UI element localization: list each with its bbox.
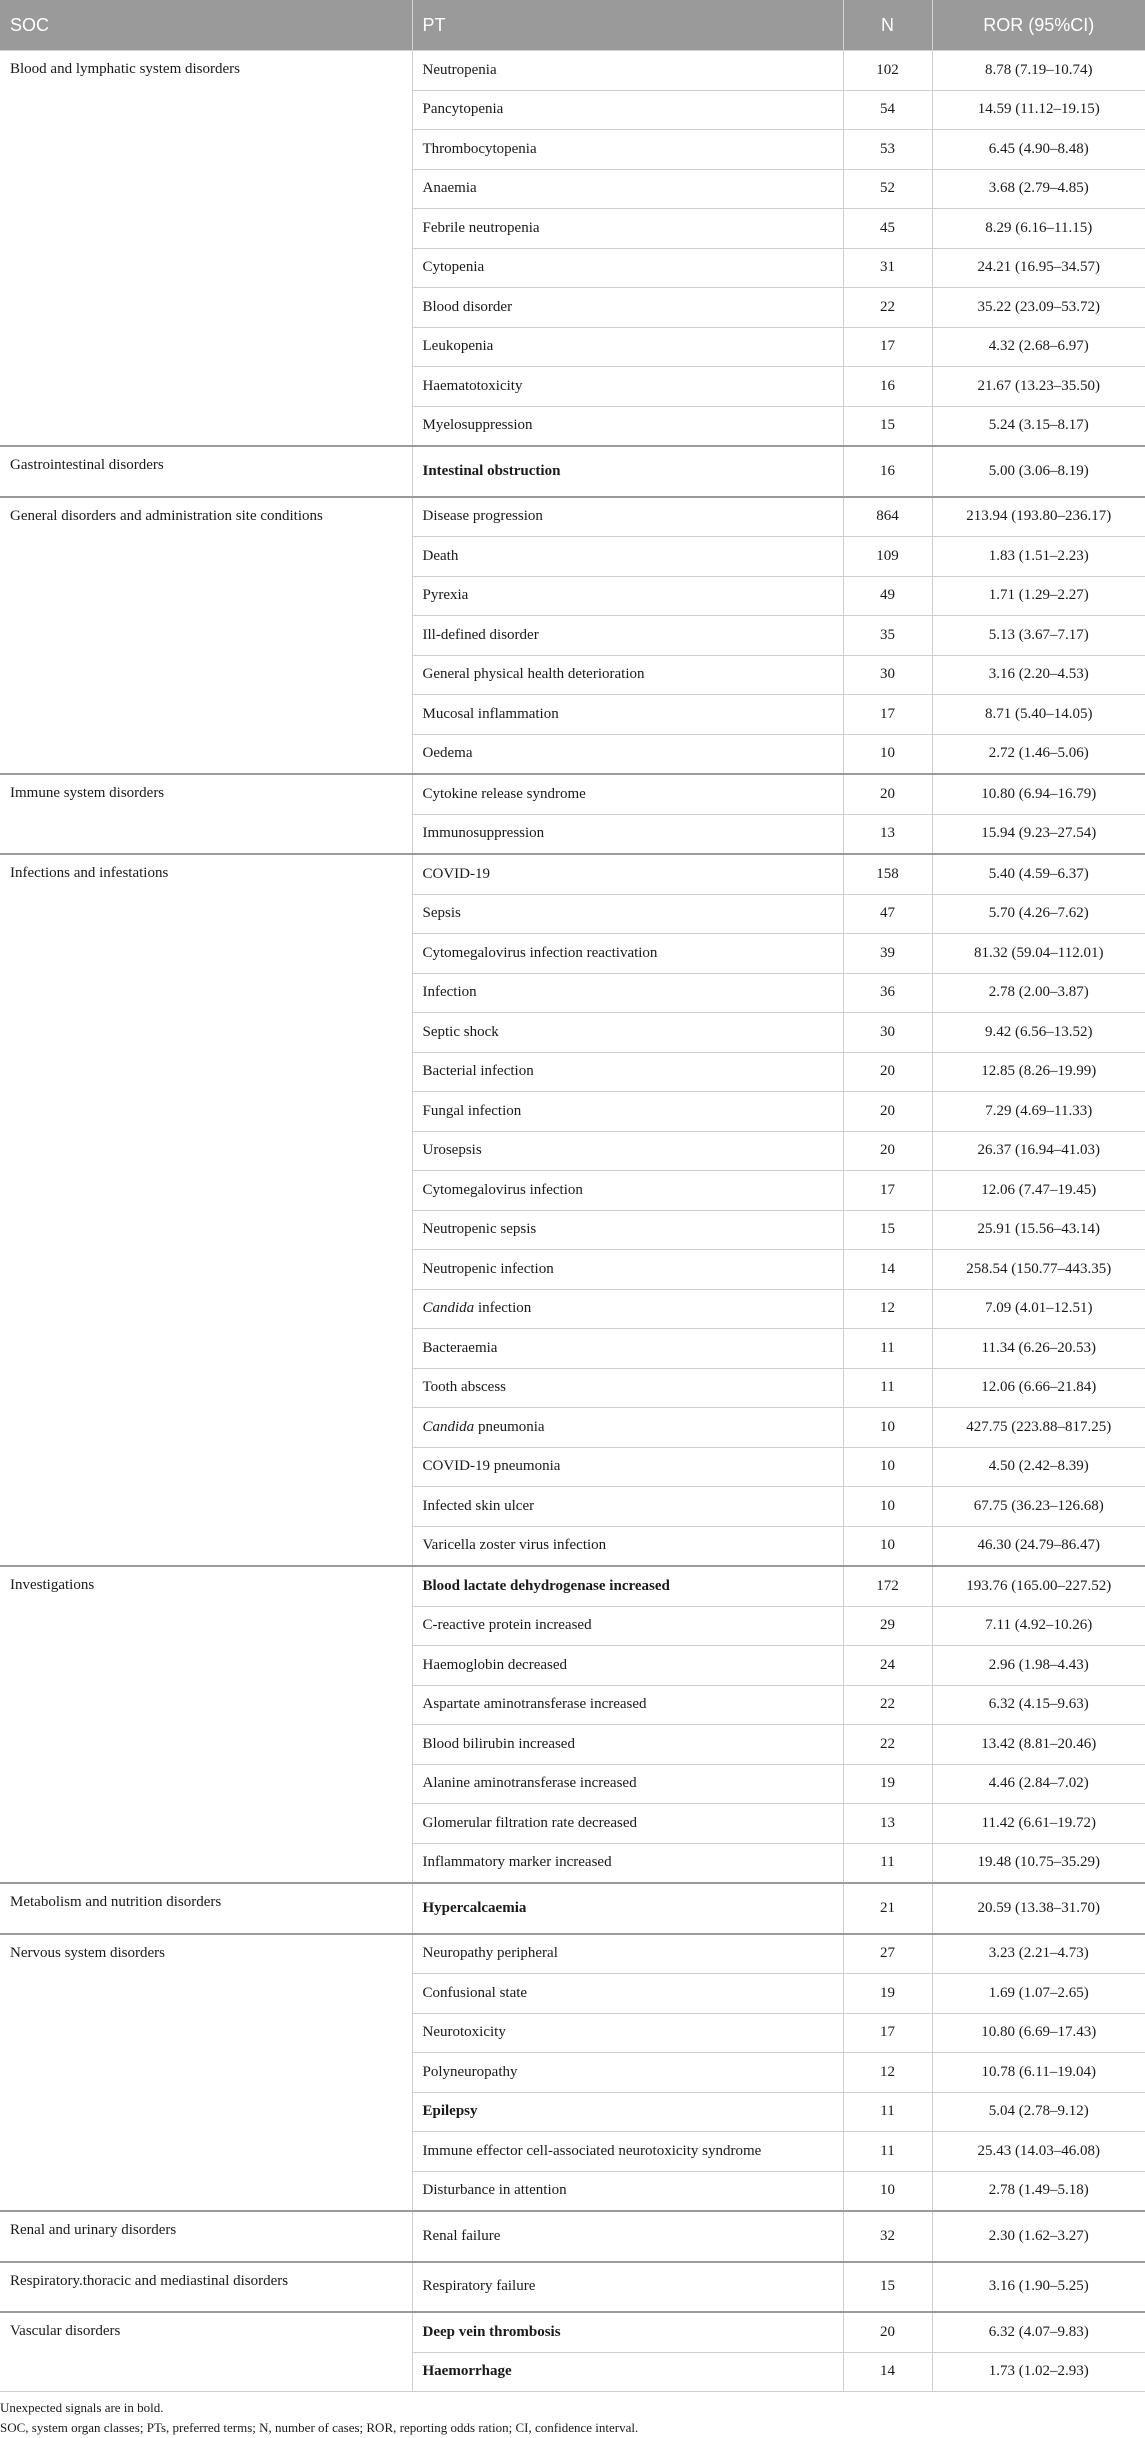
pt-cell: C-reactive protein increased <box>412 1606 843 1646</box>
n-cell: 31 <box>843 248 932 288</box>
ror-cell: 12.85 (8.26–19.99) <box>932 1052 1145 1092</box>
pt-cell: Pyrexia <box>412 576 843 616</box>
ror-cell: 4.50 (2.42–8.39) <box>932 1447 1145 1487</box>
pt-cell: Confusional state <box>412 1974 843 2014</box>
pt-cell: Intestinal obstruction <box>412 446 843 497</box>
pt-cell: COVID-19 pneumonia <box>412 1447 843 1487</box>
ror-cell: 81.32 (59.04–112.01) <box>932 934 1145 974</box>
pt-cell <box>412 1289 843 1329</box>
ror-cell: 1.73 (1.02–2.93) <box>932 2352 1145 2392</box>
n-cell: 12 <box>843 1289 932 1329</box>
pt-cell: Alanine aminotransferase increased <box>412 1764 843 1804</box>
pt-cell: Epilepsy <box>412 2092 843 2132</box>
n-cell: 16 <box>843 446 932 497</box>
n-cell: 102 <box>843 51 932 91</box>
n-cell: 54 <box>843 90 932 130</box>
pt-cell: Sepsis <box>412 894 843 934</box>
n-cell: 10 <box>843 1526 932 1566</box>
pt-cell: Blood disorder <box>412 288 843 328</box>
ror-cell: 3.16 (1.90–5.25) <box>932 2262 1145 2313</box>
pt-cell: Disturbance in attention <box>412 2171 843 2211</box>
ror-cell: 46.30 (24.79–86.47) <box>932 1526 1145 1566</box>
ror-cell: 1.71 (1.29–2.27) <box>932 576 1145 616</box>
n-cell: 15 <box>843 406 932 446</box>
header-row <box>0 0 1145 51</box>
pt-cell: Haematotoxicity <box>412 367 843 407</box>
header-soc: SOC <box>0 0 412 51</box>
pt-cell: Neuropathy peripheral <box>412 1934 843 1974</box>
n-cell: 11 <box>843 1843 932 1883</box>
pt-term-rest: infection <box>474 1300 532 1317</box>
pt-cell: Varicella zoster virus infection <box>412 1526 843 1566</box>
table-body <box>0 51 1145 2392</box>
soc-cell: Nervous system disorders <box>0 1934 412 2212</box>
n-cell: 49 <box>843 576 932 616</box>
n-cell: 17 <box>843 695 932 735</box>
header-n: N <box>843 0 932 51</box>
ror-cell: 427.75 (223.88–817.25) <box>932 1408 1145 1448</box>
n-cell: 29 <box>843 1606 932 1646</box>
n-cell: 45 <box>843 209 932 249</box>
table-row <box>0 497 1145 537</box>
n-cell: 22 <box>843 1685 932 1725</box>
pt-italic-term: Candida <box>422 1418 475 1435</box>
n-cell: 20 <box>843 774 932 814</box>
pt-cell: Febrile neutropenia <box>412 209 843 249</box>
pt-cell: Haemorrhage <box>412 2352 843 2392</box>
pt-cell: Urosepsis <box>412 1131 843 1171</box>
ror-cell: 10.78 (6.11–19.04) <box>932 2053 1145 2093</box>
ror-cell: 3.23 (2.21–4.73) <box>932 1934 1145 1974</box>
pt-cell: Neutropenic sepsis <box>412 1210 843 1250</box>
ror-cell: 4.32 (2.68–6.97) <box>932 327 1145 367</box>
ror-cell: 10.80 (6.69–17.43) <box>932 2013 1145 2053</box>
ror-cell: 25.91 (15.56–43.14) <box>932 1210 1145 1250</box>
ror-cell: 11.34 (6.26–20.53) <box>932 1329 1145 1369</box>
ror-cell: 7.29 (4.69–11.33) <box>932 1092 1145 1132</box>
table-row <box>0 774 1145 814</box>
pt-cell: Death <box>412 537 843 577</box>
soc-cell: Blood and lymphatic system disorders <box>0 51 412 447</box>
n-cell: 20 <box>843 2312 932 2352</box>
ror-cell: 2.96 (1.98–4.43) <box>932 1646 1145 1686</box>
n-cell: 52 <box>843 169 932 209</box>
pt-cell: Neutropenic infection <box>412 1250 843 1290</box>
ror-cell: 7.11 (4.92–10.26) <box>932 1606 1145 1646</box>
ror-cell: 8.78 (7.19–10.74) <box>932 51 1145 91</box>
ror-cell: 3.16 (2.20–4.53) <box>932 655 1145 695</box>
n-cell: 19 <box>843 1974 932 2014</box>
pt-cell: Anaemia <box>412 169 843 209</box>
n-cell: 30 <box>843 1013 932 1053</box>
pt-cell: Tooth abscess <box>412 1368 843 1408</box>
n-cell: 24 <box>843 1646 932 1686</box>
n-cell: 11 <box>843 2132 932 2172</box>
n-cell: 12 <box>843 2053 932 2093</box>
ror-cell: 8.29 (6.16–11.15) <box>932 209 1145 249</box>
ror-cell: 25.43 (14.03–46.08) <box>932 2132 1145 2172</box>
ror-cell: 14.59 (11.12–19.15) <box>932 90 1145 130</box>
ror-cell: 26.37 (16.94–41.03) <box>932 1131 1145 1171</box>
table-header <box>0 0 1145 51</box>
pt-cell: Cytopenia <box>412 248 843 288</box>
ror-cell: 11.42 (6.61–19.72) <box>932 1804 1145 1844</box>
soc-cell: Immune system disorders <box>0 774 412 854</box>
ror-cell: 6.32 (4.07–9.83) <box>932 2312 1145 2352</box>
n-cell: 10 <box>843 1408 932 1448</box>
n-cell: 39 <box>843 934 932 974</box>
pt-cell: Myelosuppression <box>412 406 843 446</box>
table-row <box>0 2312 1145 2352</box>
ror-cell: 15.94 (9.23–27.54) <box>932 814 1145 854</box>
n-cell: 35 <box>843 616 932 656</box>
pt-cell: Thrombocytopenia <box>412 130 843 170</box>
n-cell: 20 <box>843 1131 932 1171</box>
n-cell: 15 <box>843 2262 932 2313</box>
n-cell: 13 <box>843 814 932 854</box>
n-cell: 36 <box>843 973 932 1013</box>
table-row <box>0 1934 1145 1974</box>
pt-cell: Infection <box>412 973 843 1013</box>
pt-cell: Leukopenia <box>412 327 843 367</box>
pt-cell: Neurotoxicity <box>412 2013 843 2053</box>
n-cell: 10 <box>843 2171 932 2211</box>
pt-cell: Fungal infection <box>412 1092 843 1132</box>
ror-cell: 6.45 (4.90–8.48) <box>932 130 1145 170</box>
pt-cell: Bacteraemia <box>412 1329 843 1369</box>
n-cell: 158 <box>843 854 932 894</box>
pt-cell: Aspartate aminotransferase increased <box>412 1685 843 1725</box>
table-row <box>0 1883 1145 1934</box>
pt-cell: Oedema <box>412 734 843 774</box>
n-cell: 11 <box>843 1329 932 1369</box>
pt-cell <box>412 1408 843 1448</box>
soc-cell: Respiratory.thoracic and mediastinal disorders <box>0 2262 412 2313</box>
ror-cell: 10.80 (6.94–16.79) <box>932 774 1145 814</box>
pt-cell: Blood lactate dehydrogenase increased <box>412 1566 843 1606</box>
n-cell: 21 <box>843 1883 932 1934</box>
ror-cell: 213.94 (193.80–236.17) <box>932 497 1145 537</box>
ror-cell: 3.68 (2.79–4.85) <box>932 169 1145 209</box>
n-cell: 11 <box>843 2092 932 2132</box>
n-cell: 30 <box>843 655 932 695</box>
table-row <box>0 51 1145 91</box>
pt-cell: Immune effector cell-associated neurotoxicity syndrome <box>412 2132 843 2172</box>
soc-cell: Gastrointestinal disorders <box>0 446 412 497</box>
ror-cell: 258.54 (150.77–443.35) <box>932 1250 1145 1290</box>
ror-cell: 5.40 (4.59–6.37) <box>932 854 1145 894</box>
pt-cell: Mucosal inflammation <box>412 695 843 735</box>
table-row <box>0 2262 1145 2313</box>
ror-cell: 5.70 (4.26–7.62) <box>932 894 1145 934</box>
n-cell: 20 <box>843 1092 932 1132</box>
ror-cell: 24.21 (16.95–34.57) <box>932 248 1145 288</box>
n-cell: 864 <box>843 497 932 537</box>
pt-cell: Cytomegalovirus infection reactivation <box>412 934 843 974</box>
n-cell: 15 <box>843 1210 932 1250</box>
soc-cell: General disorders and administration site conditions <box>0 497 412 775</box>
table-row <box>0 446 1145 497</box>
n-cell: 14 <box>843 2352 932 2392</box>
soc-cell: Vascular disorders <box>0 2312 412 2392</box>
ror-cell: 7.09 (4.01–12.51) <box>932 1289 1145 1329</box>
n-cell: 47 <box>843 894 932 934</box>
ror-cell: 5.24 (3.15–8.17) <box>932 406 1145 446</box>
pt-cell: Bacterial infection <box>412 1052 843 1092</box>
pt-cell: Infected skin ulcer <box>412 1487 843 1527</box>
pt-cell: General physical health deterioration <box>412 655 843 695</box>
pt-cell: Pancytopenia <box>412 90 843 130</box>
ror-cell: 1.83 (1.51–2.23) <box>932 537 1145 577</box>
pt-cell: Neutropenia <box>412 51 843 91</box>
pt-cell: COVID-19 <box>412 854 843 894</box>
n-cell: 22 <box>843 288 932 328</box>
n-cell: 53 <box>843 130 932 170</box>
ror-cell: 2.78 (2.00–3.87) <box>932 973 1145 1013</box>
table-row <box>0 1566 1145 1606</box>
table-row <box>0 854 1145 894</box>
n-cell: 10 <box>843 1487 932 1527</box>
n-cell: 11 <box>843 1368 932 1408</box>
ror-cell: 193.76 (165.00–227.52) <box>932 1566 1145 1606</box>
pt-cell: Septic shock <box>412 1013 843 1053</box>
n-cell: 19 <box>843 1764 932 1804</box>
soc-cell: Metabolism and nutrition disorders <box>0 1883 412 1934</box>
header-pt: PT <box>412 0 843 51</box>
ror-cell: 67.75 (36.23–126.68) <box>932 1487 1145 1527</box>
ror-cell: 5.04 (2.78–9.12) <box>932 2092 1145 2132</box>
pt-cell: Inflammatory marker increased <box>412 1843 843 1883</box>
n-cell: 27 <box>843 1934 932 1974</box>
soc-cell: Investigations <box>0 1566 412 1883</box>
pt-cell: Haemoglobin decreased <box>412 1646 843 1686</box>
n-cell: 17 <box>843 327 932 367</box>
pt-cell: Disease progression <box>412 497 843 537</box>
ror-cell: 20.59 (13.38–31.70) <box>932 1883 1145 1934</box>
ror-cell: 19.48 (10.75–35.29) <box>932 1843 1145 1883</box>
pt-cell: Respiratory failure <box>412 2262 843 2313</box>
ror-cell: 5.13 (3.67–7.17) <box>932 616 1145 656</box>
ror-cell: 2.72 (1.46–5.06) <box>932 734 1145 774</box>
n-cell: 16 <box>843 367 932 407</box>
pt-italic-term: Candida <box>422 1300 475 1317</box>
ror-cell: 2.78 (1.49–5.18) <box>932 2171 1145 2211</box>
pt-cell: Renal failure <box>412 2211 843 2262</box>
ror-cell: 21.67 (13.23–35.50) <box>932 367 1145 407</box>
n-cell: 20 <box>843 1052 932 1092</box>
pt-cell: Cytokine release syndrome <box>412 774 843 814</box>
pt-cell: Hypercalcaemia <box>412 1883 843 1934</box>
ror-cell: 4.46 (2.84–7.02) <box>932 1764 1145 1804</box>
ror-cell: 9.42 (6.56–13.52) <box>932 1013 1145 1053</box>
soc-cell: Infections and infestations <box>0 854 412 1566</box>
soc-cell: Renal and urinary disorders <box>0 2211 412 2262</box>
n-cell: 32 <box>843 2211 932 2262</box>
table-row <box>0 2211 1145 2262</box>
ror-cell: 1.69 (1.07–2.65) <box>932 1974 1145 2014</box>
pt-cell: Immunosuppression <box>412 814 843 854</box>
pt-cell: Deep vein thrombosis <box>412 2312 843 2352</box>
header-ror: ROR (95%CI) <box>932 0 1145 51</box>
ror-cell: 6.32 (4.15–9.63) <box>932 1685 1145 1725</box>
footnote-bold-note: Unexpected signals are in bold. <box>0 2400 164 2415</box>
pt-term-rest: pneumonia <box>474 1418 545 1435</box>
footnotes <box>0 2392 1145 2438</box>
ror-cell: 5.00 (3.06–8.19) <box>932 446 1145 497</box>
n-cell: 13 <box>843 1804 932 1844</box>
n-cell: 22 <box>843 1725 932 1765</box>
pt-cell: Glomerular filtration rate decreased <box>412 1804 843 1844</box>
n-cell: 109 <box>843 537 932 577</box>
n-cell: 17 <box>843 2013 932 2053</box>
n-cell: 10 <box>843 1447 932 1487</box>
n-cell: 172 <box>843 1566 932 1606</box>
ror-cell: 12.06 (7.47–19.45) <box>932 1171 1145 1211</box>
n-cell: 10 <box>843 734 932 774</box>
pt-cell: Blood bilirubin increased <box>412 1725 843 1765</box>
ror-cell: 12.06 (6.66–21.84) <box>932 1368 1145 1408</box>
pt-cell: Ill-defined disorder <box>412 616 843 656</box>
n-cell: 14 <box>843 1250 932 1290</box>
ror-cell: 35.22 (23.09–53.72) <box>932 288 1145 328</box>
ror-cell: 13.42 (8.81–20.46) <box>932 1725 1145 1765</box>
ror-cell: 2.30 (1.62–3.27) <box>932 2211 1145 2262</box>
pt-cell: Cytomegalovirus infection <box>412 1171 843 1211</box>
pt-cell: Polyneuropathy <box>412 2053 843 2093</box>
ror-cell: 8.71 (5.40–14.05) <box>932 695 1145 735</box>
footnote-abbreviations: SOC, system organ classes; PTs, preferred terms; N, number of cases; ROR, reporting odds ration; CI, confidence interval. <box>0 2420 639 2435</box>
n-cell: 17 <box>843 1171 932 1211</box>
